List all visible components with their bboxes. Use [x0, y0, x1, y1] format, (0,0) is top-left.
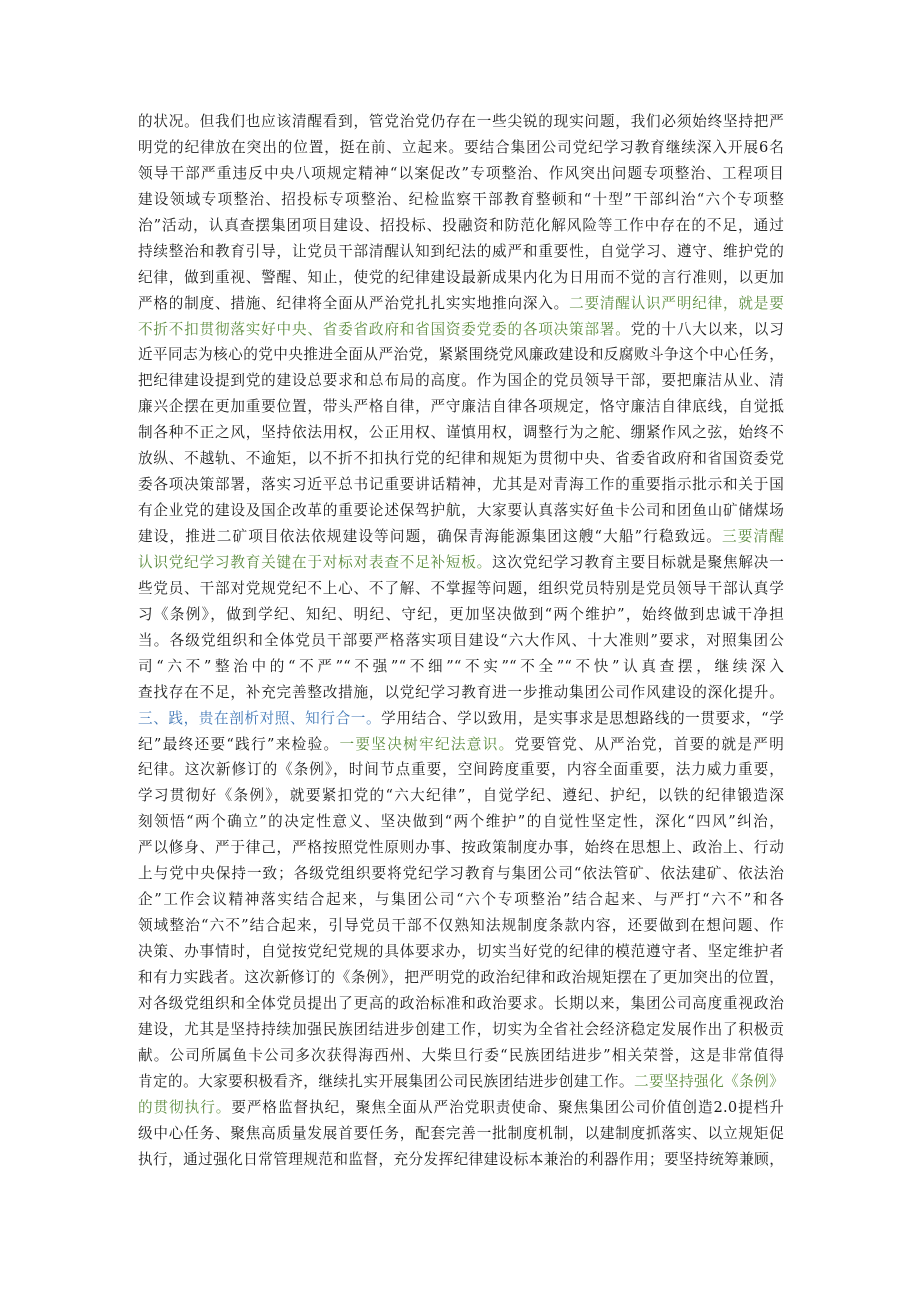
text-line — [138, 1069, 784, 1095]
text-line — [138, 342, 784, 368]
text-run: 制各种不正之风，坚持依法用权，公正用权、谨慎用权，调整行为之舵、绷紧作风之弦，始终不 — [138, 424, 784, 442]
text-run: 廉兴企摆在更加重要位置，带头严格自律，严守廉洁自律各项规定，恪守廉洁自律底线，自觉抵 — [138, 398, 784, 416]
text-run: 建设领域专项整治、招投标专项整治、纪检监察干部教育整顿和“十型”干部纠治“六个专项整 — [138, 190, 784, 208]
highlighted-text-run: 三要清醒 — [721, 528, 784, 545]
text-line — [138, 239, 784, 265]
text-line — [138, 654, 784, 680]
text-line — [138, 213, 784, 239]
text-line — [138, 913, 784, 939]
text-run: 的状况。但我们也应该清醒看到，管党治党仍存在一些尖锐的现实问题，我们必须始终坚持把严 — [138, 113, 784, 130]
text-line — [138, 861, 784, 887]
text-line — [138, 991, 784, 1017]
text-line — [138, 939, 784, 965]
text-run: 这次党纪学习教育主要目标就是聚焦解决一 — [492, 553, 784, 571]
highlighted-text-run: 的贯彻执行。 — [138, 1098, 232, 1116]
text-run: 放纵、不越轨、不逾矩，以不折不扣执行党的纪律和规矩为贯彻中央、省委省政府和省国资委党 — [138, 450, 784, 468]
highlighted-text-run: 三、践，贵在剖析对照、知行合一。 — [138, 709, 382, 727]
text-run: 司“六不”整治中的“不严”“不强”“不细”“不实”“不全”“不快”认真查摆，继续深入 — [138, 657, 784, 675]
text-run: 近平同志为核心的党中央推进全面从严治党，紧紧围绕党风廉政建设和反腐败斗争这个中心任务， — [138, 346, 784, 364]
text-line — [138, 498, 784, 524]
text-run: 上与党中央保持一致；各级党组织要将党纪学习教育与集团公司“依法管矿、依法建矿、依法治 — [138, 865, 784, 883]
text-line — [138, 472, 784, 498]
text-run: 决策、办事情时，自觉按党纪党规的具体要求办，切实当好党的纪律的模范遵守者、坚定维护者 — [138, 943, 784, 960]
text-line — [138, 835, 784, 861]
text-run: 纪律。这次新修订的《条例》，时间节点重要，空间跨度重要，内容全面重要，法力威力重要， — [138, 761, 784, 779]
text-run: 严格的制度、措施、纪律将全面从严治党扎扎实实地推向深入。 — [138, 294, 570, 312]
text-run: 把纪律建设提到党的建设总要求和总布局的高度。作为国企的党员领导干部，要把廉洁从业、清 — [138, 372, 784, 390]
text-run: 肯定的。大家要积极看齐，继续扎实开展集团公司民族团结进步创建工作。 — [138, 1072, 634, 1090]
text-run: 纪”最终还要“践行”来检验。 — [138, 735, 340, 753]
text-run: 级中心任务、聚焦高质量发展首要任务，配套完善一批制度机制，以建制度抓落实、以立规矩促 — [138, 1124, 784, 1142]
text-line — [138, 680, 784, 706]
text-run: 和有力实践者。这次新修订的《条例》，把严明党的政治纪律和政治规矩摆在了更加突出的位置， — [138, 968, 784, 986]
text-line — [138, 394, 784, 420]
text-line — [138, 135, 784, 161]
text-run: 委各项决策部署，落实习近平总书记重要讲话精神，尤其是对青海工作的重要指示批示和关于国 — [138, 476, 784, 494]
text-line — [138, 887, 784, 913]
text-line — [138, 706, 784, 732]
text-run: 习《条例》，做到学纪、知纪、明纪、守纪，更加坚决做到“两个维护”，始终做到忠诚干净担 — [138, 605, 784, 623]
text-run: 纪律，做到重视、警醒、知止，使党的纪律建设最新成果内化为日用而不觉的言行准则，以更加 — [138, 268, 784, 286]
text-run: 执行，通过强化日常管理规范和监督，充分发挥纪律建设标本兼治的利器作用；要坚持统筹兼顾， — [138, 1150, 784, 1168]
text-run: 党的十八大以来，以习 — [630, 320, 784, 338]
text-line — [138, 265, 784, 291]
text-line — [138, 732, 784, 758]
highlighted-text-run: 二要坚持强化《条例》 — [633, 1072, 784, 1090]
text-line — [138, 550, 784, 576]
highlighted-text-run: 二要清醒认识严明纪律，就是要 — [569, 294, 784, 312]
text-run: 建设，尤其是坚持持续加强民族团结进步创建工作，切实为全省社会经济稳定发展作出了积极贡 — [138, 1020, 784, 1038]
text-line — [138, 783, 784, 809]
text-run: 对各级党组织和全体党员提出了更高的政治标准和政治要求。长期以来，集团公司高度重视政治 — [138, 994, 784, 1012]
text-line — [138, 420, 784, 446]
text-run: 党要管党、从严治党，首要的就是严明 — [514, 735, 784, 753]
text-line — [138, 109, 784, 135]
text-run: 企”工作会议精神落实结合起来，与集团公司“六个专项整治”结合起来、与严打“六不”和各 — [138, 891, 784, 909]
text-run: 持续整治和教育引导，让党员干部清醒认知到纪法的威严和重要性，自觉学习、遵守、维护党的 — [138, 242, 784, 260]
text-line — [138, 1095, 784, 1121]
text-run: 明党的纪律放在突出的位置，挺在前、立起来。要结合集团公司党纪学习教育继续深入开展6名 — [138, 138, 784, 156]
text-run: 领导干部严重违反中央八项规定精神“以案促改”专项整治、作风突出问题专项整治、工程项目 — [138, 164, 784, 182]
text-line — [138, 1017, 784, 1043]
text-line — [138, 368, 784, 394]
text-line — [138, 757, 784, 783]
text-run: 当。各级党组织和全体党员干部要严格落实项目建设“六大作风、十大准则”要求，对照集团公 — [138, 631, 784, 649]
text-run: 查找存在不足，补充完善整改措施，以党纪学习教育进一步推动集团公司作风建设的深化提升。 — [138, 683, 784, 701]
text-line — [138, 602, 784, 628]
text-run: 献。公司所属鱼卡公司多次获得海西州、大柴旦行委“民族团结进步”相关荣誉，这是非常值得 — [138, 1046, 784, 1064]
highlighted-text-run: 一要坚决树牢纪法意识。 — [339, 735, 515, 753]
text-run: 领域整治“六不”结合起来，引导党员干部不仅熟知法规制度条款内容，还要做到在想问题、作 — [138, 917, 784, 935]
text-line — [138, 524, 784, 550]
highlighted-text-run: 不折不扣贯彻落实好中央、省委省政府和省国资委党委的各项决策部署。 — [138, 320, 631, 338]
text-run: 学习贯彻好《条例》，就要紧扣党的“六大纪律”，自觉学纪、遵纪、护纪，以铁的纪律锻造深 — [138, 787, 784, 805]
text-line — [138, 1121, 784, 1147]
text-run: 要严格监督执纪，聚焦全面从严治党职责使命、聚焦集团公司价值创造2.0提档升 — [231, 1098, 784, 1116]
text-line — [138, 187, 784, 213]
text-line — [138, 1043, 784, 1069]
text-run: 建设，推进二矿项目依法依规建设等问题，确保青海能源集团这艘“大船”行稳致远。 — [138, 528, 722, 545]
text-line — [138, 965, 784, 991]
text-line — [138, 446, 784, 472]
text-run: 严以修身、严于律己，严格按照党性原则办事、按政策制度办事，始终在思想上、政治上、行动 — [138, 839, 784, 857]
body-paragraph — [138, 109, 784, 1172]
text-run: 学用结合、学以致用，是实事求是思想路线的一贯要求，“学 — [381, 709, 784, 727]
text-run: 刻领悟“两个确立”的决定性意义、坚决做到“两个维护”的自觉性坚定性，深化“四风”纠治， — [138, 813, 784, 831]
text-line — [138, 317, 784, 343]
text-line — [138, 161, 784, 187]
text-line — [138, 1147, 784, 1173]
text-line — [138, 576, 784, 602]
text-run: 些党员、干部对党规党纪不上心、不了解、不掌握等问题，组织党员特别是党员领导干部认真学 — [138, 579, 784, 597]
highlighted-text-run: 认识党纪学习教育关键在于对标对表查不足补短板。 — [138, 553, 493, 571]
text-line — [138, 291, 784, 317]
text-line — [138, 628, 784, 654]
text-line — [138, 809, 784, 835]
text-run: 有企业党的建设及国企改革的重要论述保驾护航，大家要认真落实好鱼卡公司和团鱼山矿储煤场 — [138, 502, 784, 520]
text-run: 治”活动，认真查摆集团项目建设、招投标、投融资和防范化解风险等工作中存在的不足，通过 — [138, 216, 784, 234]
